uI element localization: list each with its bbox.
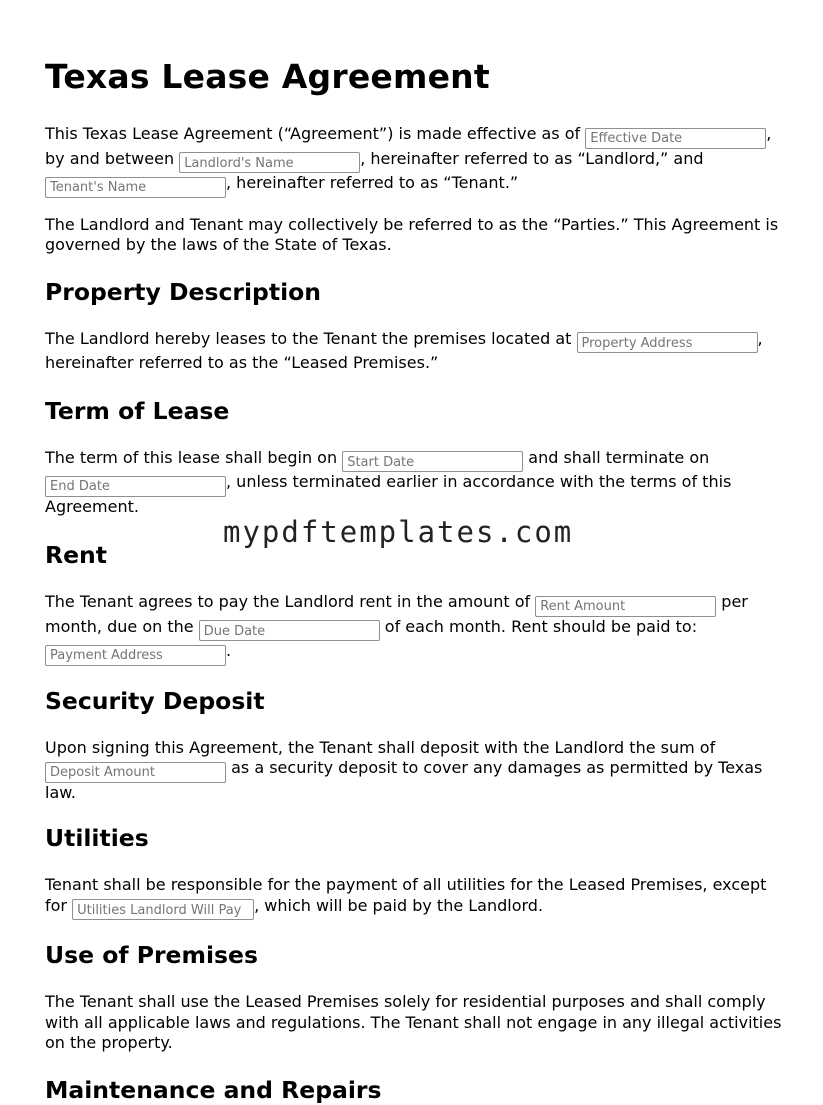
rent-section bbox=[45, 540, 785, 666]
use-section bbox=[45, 940, 785, 1054]
term-heading: Term of Lease bbox=[45, 396, 230, 425]
term-text-3: , unless terminated earlier in accordance with the terms of this Agreement. bbox=[45, 472, 732, 516]
intro-text-4: , hereinafter referred to as “Landlord,” and bbox=[360, 148, 704, 168]
rent-text-5: . bbox=[226, 641, 232, 660]
rent-paragraph bbox=[45, 592, 785, 666]
rent-text-2: per bbox=[721, 592, 748, 611]
property-section bbox=[45, 277, 785, 374]
end-date-input[interactable] bbox=[45, 476, 226, 497]
rent-text-4: of each month. Rent should be paid to: bbox=[384, 616, 698, 636]
deposit-section bbox=[45, 686, 785, 804]
start-date-input[interactable] bbox=[342, 451, 523, 472]
property-text-2: , bbox=[757, 328, 763, 348]
rent-heading: Rent bbox=[45, 541, 107, 569]
deposit-amount-input[interactable] bbox=[45, 762, 226, 783]
use-heading: Use of Premises bbox=[45, 941, 258, 969]
document-title: Texas Lease Agreement bbox=[45, 57, 490, 96]
maintenance-section bbox=[45, 1075, 785, 1105]
term-paragraph bbox=[45, 448, 785, 518]
watermark: mypdftemplates.com bbox=[223, 515, 574, 549]
use-paragraph: The Tenant shall use the Leased Premises solely for residential purposes and shall comply with all applicable laws and regulations. The Tenant shall not engage in any illegal activities on the property. bbox=[45, 992, 782, 1052]
intro-paragraph bbox=[45, 124, 785, 198]
deposit-heading: Security Deposit bbox=[45, 686, 265, 715]
utilities-heading: Utilities bbox=[45, 824, 149, 852]
tenant-name-input[interactable] bbox=[45, 177, 226, 198]
deposit-text-1: Upon signing this Agreement, the Tenant shall deposit with the Landlord the sum of bbox=[45, 737, 716, 757]
property-heading: Property Description bbox=[45, 277, 322, 306]
maintenance-heading: Maintenance and Repairs bbox=[45, 1075, 382, 1104]
property-paragraph bbox=[45, 329, 785, 374]
deposit-text-2: as a security deposit to cover any damages as permitted by Texas law. bbox=[45, 758, 763, 802]
term-section bbox=[45, 396, 785, 518]
deposit-paragraph bbox=[45, 738, 785, 804]
intro-text-3: by and between bbox=[45, 148, 175, 168]
intro-text-5: , hereinafter referred to as “Tenant.” bbox=[226, 173, 519, 192]
landlord-name-input[interactable] bbox=[179, 152, 360, 173]
utilities-landlord-input[interactable] bbox=[72, 899, 254, 920]
property-text-3: hereinafter referred to as the “Leased Premises.” bbox=[45, 353, 439, 372]
payment-address-input[interactable] bbox=[45, 645, 226, 666]
term-text-2: and shall terminate on bbox=[528, 447, 710, 467]
utilities-section bbox=[45, 823, 785, 920]
due-date-input[interactable] bbox=[199, 620, 380, 641]
rent-text-1: The Tenant agrees to pay the Landlord rent in the amount of bbox=[45, 592, 531, 611]
parties-paragraph: The Landlord and Tenant may collectively be referred to as the “Parties.” This Agreement is governed by the laws of the State of Texas. bbox=[45, 214, 779, 254]
rent-text-3: month, due on the bbox=[45, 616, 194, 636]
lease-document bbox=[45, 56, 785, 1105]
property-text-1: The Landlord hereby leases to the Tenant the premises located at bbox=[45, 328, 572, 348]
rent-amount-input[interactable] bbox=[535, 596, 716, 617]
effective-date-input[interactable] bbox=[585, 128, 766, 149]
property-address-input[interactable] bbox=[577, 332, 758, 353]
intro-text-1: This Texas Lease Agreement (“Agreement”) is made effective as of bbox=[45, 124, 581, 143]
intro-text-2: , bbox=[766, 124, 772, 143]
utilities-text-1: Tenant shall be responsible for the payment of all utilities for the Leased Premises, except for bbox=[45, 875, 767, 915]
term-text-1: The term of this lease shall begin on bbox=[45, 447, 338, 467]
utilities-text-2: , which will be paid by the Landlord. bbox=[254, 895, 544, 915]
utilities-paragraph bbox=[45, 875, 785, 920]
